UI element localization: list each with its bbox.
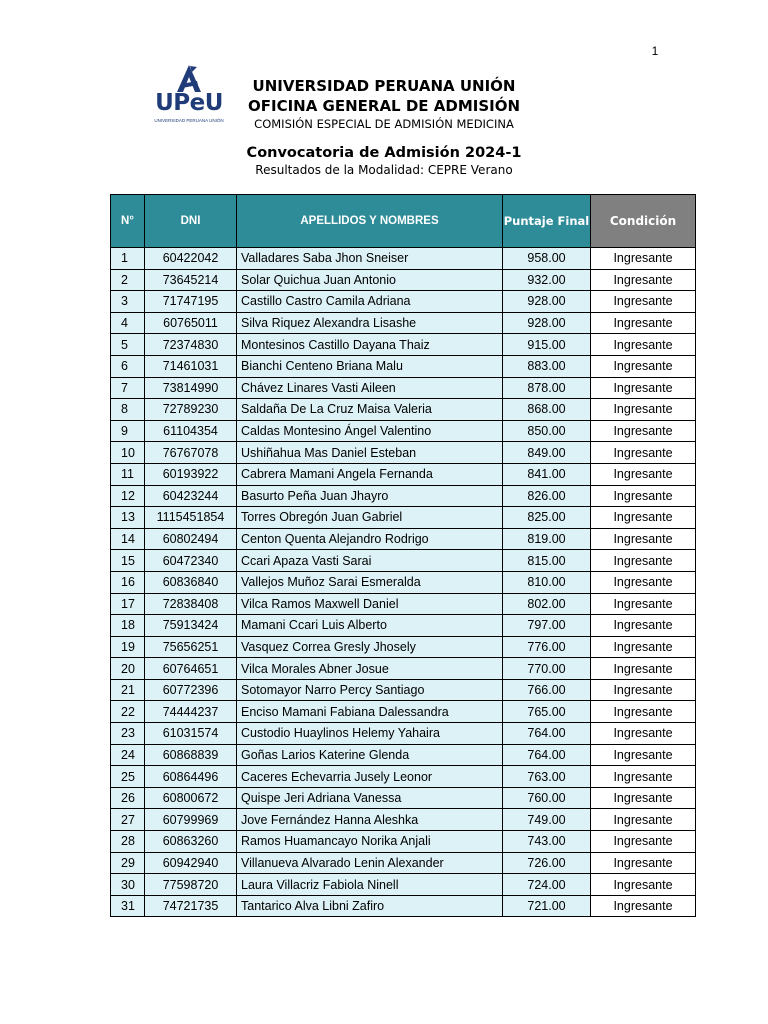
cell-score: 810.00: [503, 571, 591, 593]
cell-number: 14: [111, 528, 145, 550]
cell-condition: Ingresante: [591, 355, 696, 377]
cell-condition: Ingresante: [591, 248, 696, 270]
cell-dni: 72374830: [145, 334, 237, 356]
cell-dni: 77598720: [145, 874, 237, 896]
cell-condition: Ingresante: [591, 312, 696, 334]
cell-score: 743.00: [503, 831, 591, 853]
cell-condition: Ingresante: [591, 636, 696, 658]
cell-score: 797.00: [503, 615, 591, 637]
cell-dni: 60423244: [145, 485, 237, 507]
cell-number: 2: [111, 269, 145, 291]
cell-name: Custodio Huaylinos Helemy Yahaira: [237, 723, 503, 745]
cell-name: Ccari Apaza Vasti Sarai: [237, 550, 503, 572]
table-row: [111, 744, 696, 766]
page-number: 1: [651, 44, 659, 58]
cell-name: Tantarico Alva Libni Zafiro: [237, 895, 503, 917]
cell-name: Castillo Castro Camila Adriana: [237, 291, 503, 313]
cell-number: 29: [111, 852, 145, 874]
cell-condition: Ingresante: [591, 442, 696, 464]
cell-number: 5: [111, 334, 145, 356]
cell-dni: 60942940: [145, 852, 237, 874]
cell-score: 932.00: [503, 269, 591, 291]
cell-name: Centon Quenta Alejandro Rodrigo: [237, 528, 503, 550]
cell-condition: Ingresante: [591, 852, 696, 874]
table-row: [111, 701, 696, 723]
cell-name: Mamani Ccari Luis Alberto: [237, 615, 503, 637]
cell-score: 776.00: [503, 636, 591, 658]
modality-subtitle: Resultados de la Modalidad: CEPRE Verano: [255, 163, 513, 177]
table-row: [111, 679, 696, 701]
table-row: [111, 507, 696, 529]
cell-condition: Ingresante: [591, 809, 696, 831]
logo-brand-text: UPeU: [155, 90, 223, 116]
cell-number: 20: [111, 658, 145, 680]
cell-name: Ramos Huamancayo Norika Anjali: [237, 831, 503, 853]
cell-condition: Ingresante: [591, 615, 696, 637]
cell-name: Cabrera Mamani Angela Fernanda: [237, 463, 503, 485]
table-row: [111, 852, 696, 874]
commission-name: COMISIÓN ESPECIAL DE ADMISIÓN MEDICINA: [254, 117, 514, 131]
cell-condition: Ingresante: [591, 593, 696, 615]
cell-score: 815.00: [503, 550, 591, 572]
cell-name: Saldaña De La Cruz Maisa Valeria: [237, 399, 503, 421]
cell-number: 13: [111, 507, 145, 529]
cell-number: 22: [111, 701, 145, 723]
cell-number: 25: [111, 766, 145, 788]
cell-dni: 74721735: [145, 895, 237, 917]
cell-condition: Ingresante: [591, 420, 696, 442]
table-row: [111, 831, 696, 853]
cell-condition: Ingresante: [591, 571, 696, 593]
table-row: [111, 334, 696, 356]
table-row: [111, 723, 696, 745]
cell-score: 765.00: [503, 701, 591, 723]
cell-dni: 60472340: [145, 550, 237, 572]
cell-dni: 60764651: [145, 658, 237, 680]
table-row: [111, 248, 696, 270]
results-body: [111, 248, 696, 917]
cell-dni: 61104354: [145, 420, 237, 442]
cell-name: Laura Villacriz Fabiola Ninell: [237, 874, 503, 896]
cell-dni: 60836840: [145, 571, 237, 593]
cell-score: 726.00: [503, 852, 591, 874]
table-row: [111, 377, 696, 399]
cell-number: 7: [111, 377, 145, 399]
cell-dni: 60799969: [145, 809, 237, 831]
results-table: [110, 194, 696, 917]
cell-number: 31: [111, 895, 145, 917]
cell-number: 6: [111, 355, 145, 377]
cell-dni: 72789230: [145, 399, 237, 421]
cell-name: Vilca Morales Abner Josue: [237, 658, 503, 680]
cell-dni: 60193922: [145, 463, 237, 485]
table-row: [111, 593, 696, 615]
cell-condition: Ingresante: [591, 723, 696, 745]
cell-condition: Ingresante: [591, 291, 696, 313]
cell-dni: 1115451854: [145, 507, 237, 529]
column-header-name: APELLIDOS Y NOMBRES: [237, 195, 503, 248]
cell-name: Solar Quichua Juan Antonio: [237, 269, 503, 291]
cell-condition: Ingresante: [591, 701, 696, 723]
cell-score: 928.00: [503, 312, 591, 334]
cell-condition: Ingresante: [591, 269, 696, 291]
table-row: [111, 550, 696, 572]
cell-condition: Ingresante: [591, 528, 696, 550]
cell-number: 17: [111, 593, 145, 615]
cell-number: 26: [111, 787, 145, 809]
table-row: [111, 895, 696, 917]
cell-dni: 60800672: [145, 787, 237, 809]
document-header: [0, 76, 768, 179]
cell-score: 770.00: [503, 658, 591, 680]
cell-score: 883.00: [503, 355, 591, 377]
cell-score: 766.00: [503, 679, 591, 701]
cell-score: 841.00: [503, 463, 591, 485]
table-row: [111, 615, 696, 637]
cell-name: Bianchi Centeno Briana Malu: [237, 355, 503, 377]
cell-score: 928.00: [503, 291, 591, 313]
cell-dni: 71747195: [145, 291, 237, 313]
cell-name: Caldas Montesino Ángel Valentino: [237, 420, 503, 442]
cell-dni: 60868839: [145, 744, 237, 766]
cell-score: 749.00: [503, 809, 591, 831]
cell-dni: 73814990: [145, 377, 237, 399]
table-row: [111, 399, 696, 421]
cell-score: 849.00: [503, 442, 591, 464]
cell-condition: Ingresante: [591, 485, 696, 507]
cell-name: Ushiñahua Mas Daniel Esteban: [237, 442, 503, 464]
cell-condition: Ingresante: [591, 831, 696, 853]
cell-score: 724.00: [503, 874, 591, 896]
logo-subtitle: UNIVERSIDAD PERUANA UNIÓN: [154, 118, 224, 123]
cell-condition: Ingresante: [591, 334, 696, 356]
cell-number: 11: [111, 463, 145, 485]
cell-condition: Ingresante: [591, 744, 696, 766]
cell-condition: Ingresante: [591, 658, 696, 680]
cell-condition: Ingresante: [591, 787, 696, 809]
cell-number: 4: [111, 312, 145, 334]
cell-number: 21: [111, 679, 145, 701]
cell-dni: 60422042: [145, 248, 237, 270]
cell-name: Caceres Echevarria Jusely Leonor: [237, 766, 503, 788]
cell-condition: Ingresante: [591, 679, 696, 701]
table-row: [111, 355, 696, 377]
cell-condition: Ingresante: [591, 463, 696, 485]
cell-number: 9: [111, 420, 145, 442]
cell-name: Goñas Larios Katerine Glenda: [237, 744, 503, 766]
cell-number: 24: [111, 744, 145, 766]
cell-name: Basurto Peña Juan Jhayro: [237, 485, 503, 507]
cell-dni: 60863260: [145, 831, 237, 853]
cell-name: Sotomayor Narro Percy Santiago: [237, 679, 503, 701]
cell-condition: Ingresante: [591, 550, 696, 572]
cell-dni: 76767078: [145, 442, 237, 464]
table-row: [111, 442, 696, 464]
cell-condition: Ingresante: [591, 399, 696, 421]
table-row: [111, 269, 696, 291]
cell-number: 8: [111, 399, 145, 421]
table-row: [111, 571, 696, 593]
table-row: [111, 874, 696, 896]
table-row: [111, 528, 696, 550]
cell-name: Quispe Jeri Adriana Vanessa: [237, 787, 503, 809]
table-row: [111, 463, 696, 485]
table-row: [111, 766, 696, 788]
cell-number: 1: [111, 248, 145, 270]
table-row: [111, 291, 696, 313]
column-header-number: N°: [111, 195, 145, 248]
cell-condition: Ingresante: [591, 895, 696, 917]
cell-name: Torres Obregón Juan Gabriel: [237, 507, 503, 529]
cell-dni: 60772396: [145, 679, 237, 701]
table-row: [111, 658, 696, 680]
cell-score: 878.00: [503, 377, 591, 399]
cell-name: Villanueva Alvarado Lenin Alexander: [237, 852, 503, 874]
cell-condition: Ingresante: [591, 377, 696, 399]
cell-name: Chávez Linares Vasti Aileen: [237, 377, 503, 399]
table-row: [111, 787, 696, 809]
cell-score: 915.00: [503, 334, 591, 356]
cell-name: Enciso Mamani Fabiana Dalessandra: [237, 701, 503, 723]
cell-score: 826.00: [503, 485, 591, 507]
column-header-score: Puntaje Final: [503, 195, 591, 248]
cell-name: Vallejos Muñoz Sarai Esmeralda: [237, 571, 503, 593]
cell-number: 3: [111, 291, 145, 313]
cell-score: 764.00: [503, 744, 591, 766]
table-row: [111, 420, 696, 442]
cell-number: 15: [111, 550, 145, 572]
cell-number: 19: [111, 636, 145, 658]
cell-score: 850.00: [503, 420, 591, 442]
cell-dni: 60802494: [145, 528, 237, 550]
cell-dni: 73645214: [145, 269, 237, 291]
cell-condition: Ingresante: [591, 874, 696, 896]
cell-dni: 74444237: [145, 701, 237, 723]
cell-score: 819.00: [503, 528, 591, 550]
cell-name: Vilca Ramos Maxwell Daniel: [237, 593, 503, 615]
table-row: [111, 485, 696, 507]
cell-dni: 71461031: [145, 355, 237, 377]
cell-condition: Ingresante: [591, 766, 696, 788]
table-header-row: [111, 195, 696, 248]
cell-score: 825.00: [503, 507, 591, 529]
column-header-condition: Condición: [591, 195, 696, 248]
cell-number: 18: [111, 615, 145, 637]
cell-number: 27: [111, 809, 145, 831]
call-title: Convocatoria de Admisión 2024-1: [246, 145, 522, 161]
cell-score: 958.00: [503, 248, 591, 270]
cell-dni: 60864496: [145, 766, 237, 788]
cell-name: Montesinos Castillo Dayana Thaiz: [237, 334, 503, 356]
table-row: [111, 809, 696, 831]
cell-score: 721.00: [503, 895, 591, 917]
cell-dni: 75913424: [145, 615, 237, 637]
cell-score: 868.00: [503, 399, 591, 421]
cell-score: 802.00: [503, 593, 591, 615]
cell-score: 760.00: [503, 787, 591, 809]
cell-dni: 60765011: [145, 312, 237, 334]
cell-condition: Ingresante: [591, 507, 696, 529]
cell-score: 764.00: [503, 723, 591, 745]
cell-number: 28: [111, 831, 145, 853]
office-name: OFICINA GENERAL DE ADMISIÓN: [247, 97, 521, 115]
cell-name: Valladares Saba Jhon Sneiser: [237, 248, 503, 270]
cell-number: 16: [111, 571, 145, 593]
cell-dni: 72838408: [145, 593, 237, 615]
cell-name: Jove Fernández Hanna Aleshka: [237, 809, 503, 831]
university-name: UNIVERSIDAD PERUANA UNIÓN: [252, 77, 516, 95]
cell-score: 763.00: [503, 766, 591, 788]
table-row: [111, 636, 696, 658]
cell-number: 23: [111, 723, 145, 745]
cell-dni: 61031574: [145, 723, 237, 745]
cell-number: 10: [111, 442, 145, 464]
cell-name: Silva Riquez Alexandra Lisashe: [237, 312, 503, 334]
column-header-dni: DNI: [145, 195, 237, 248]
cell-number: 30: [111, 874, 145, 896]
cell-number: 12: [111, 485, 145, 507]
table-row: [111, 312, 696, 334]
cell-name: Vasquez Correa Gresly Jhosely: [237, 636, 503, 658]
cell-dni: 75656251: [145, 636, 237, 658]
